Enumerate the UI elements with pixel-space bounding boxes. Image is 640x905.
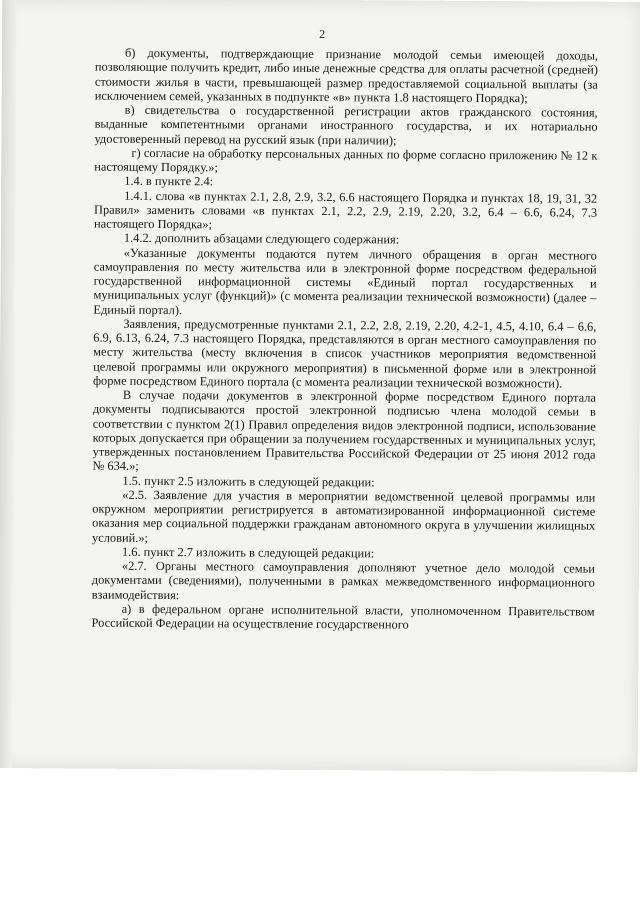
paragraph-applications: Заявления, предусмотренные пунктами 2.1, 2.2, 2.8, 2.19, 2.20, 4.2-1, 4.5, 4.10, 6.4 – 6.6, 6.9, 6.13, 6.24, 7.3 настоящего Порядка, представляются в орган местного самоуправления по месту жительства (месту включения в список участников мероприятия ведомственной целевой программы или окружного мероприятия) в письменной форме или в электронной форме посредством Единого портала (с момента реализации технической возможности). (92, 316, 597, 391)
paragraph-documents-submission: «Указанные документы подаются путем личного обращения в орган местного самоуправления по месту жительства или в электронной форме посредством федеральной государственной информационной системы «Единый портал государственных и муниципальных услуг (функций)» (с момента реализации технической возможности) (далее – Единый портал). (93, 245, 597, 317)
paragraph-2-5: «2.5. Заявление для участия в мероприятии ведомственной целевой программы или окружном мероприятии регистрируется в автоматизированной информационной системе оказания мер социальной поддержки гражданам автономного округа в улучшении жилищных условий.»; (92, 487, 596, 545)
paragraph-1-4-1: 1.4.1. слова «в пунктах 2.1, 2.8, 2.9, 3.2, 6.6 настоящего Порядка и пунктах 18, 19, 31, 32 Правил» заменить словами «в пунктах 2.1, 2.2, 2.9, 2.19, 2.20, 3.2, 6.4 – 6.6, 6.24, 7.3 настоящего Порядка»; (93, 188, 598, 232)
document-body (91, 46, 598, 633)
paragraph-1-4: 1.4. в пункте 2.4: (124, 174, 214, 189)
paragraph-b-documents: б) документы, подтверждающие признание молодой семьи имеющей доходы, позволяющие получить кредит, либо иные денежные средства для оплаты расчетной (средней) стоимости жилья в части, превышающей размер предоставляемой социальной выплаты (за исключением семей, указанных в подпункте «в» пункта 1.8 настоящего Порядка); (94, 45, 599, 106)
paragraph-a-federal-body: а) в федеральном органе исполнительной власти, уполномоченном Правительством Российской Федерации на осуществление государственного (91, 601, 595, 632)
paragraph-1-5: 1.5. пункт 2.5 изложить в следующей редакции: (122, 473, 375, 489)
paragraph-v-certificates: в) свидетельства о государственной регистрации актов гражданского состояния, выданные компетентными органами иностранного государства, и их нотариально удостоверенный перевод на русский язык (при наличии); (94, 102, 598, 147)
sheet-left-edge-shadow (0, 0, 16, 768)
paragraph-g-consent: г) согласие на обработку персональных данных по форме согласно приложению № 12 к настоящему Порядку.»; (94, 145, 598, 175)
paragraph-1-4-2: 1.4.2. дополнить абзацами следующего содержания: (123, 231, 400, 247)
paragraph-1-6: 1.6. пункт 2.7 изложить в следующей редакции: (121, 544, 375, 561)
paragraph-electronic-signature: В случае подачи документов в электронной форме посредством Единого портала документы подписываются простой электронной подписью члена молодой семьи в соответствии с пунктом 2(1) Правил определения видов электронной подписи, использование которых допускается при обращении за получением государственных и муниципальных услуг, утвержденных постановлением Правительства Российской Федерации от 25 июня 2012 года № 634.»; (92, 387, 596, 474)
page-number: 2 (319, 26, 326, 42)
paragraph-2-7: «2.7. Органы местного самоуправления дополняют учетное дело молодой семьи документами (сведениями), полученными в рамках межведомственного информационного взаимодействия: (91, 558, 595, 602)
